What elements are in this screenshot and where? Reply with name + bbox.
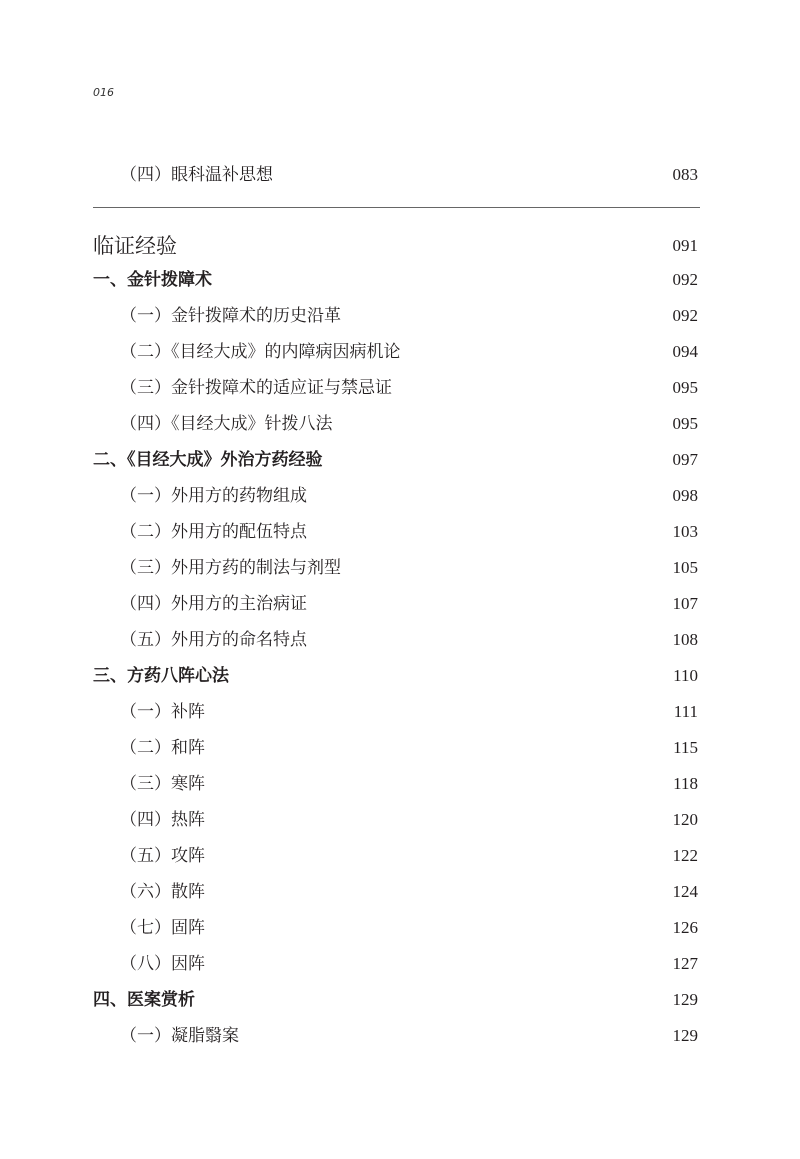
toc-entry[interactable]	[93, 482, 698, 510]
toc-entry[interactable]	[93, 1022, 698, 1050]
toc-section[interactable]	[93, 266, 698, 294]
toc-entry-page: 107	[672, 594, 698, 613]
toc-entry-page: 122	[672, 846, 698, 865]
toc-entry[interactable]	[93, 518, 698, 546]
toc-entry-page: 094	[672, 342, 698, 361]
toc-section-page: 097	[672, 450, 698, 469]
toc-section-page: 092	[672, 270, 698, 289]
toc-entry-label: （三）外用方药的制法与剂型	[120, 558, 341, 578]
toc-entry-label: （四）《目经大成》针拨八法	[120, 414, 333, 434]
toc-entry[interactable]	[93, 734, 698, 762]
toc-entry[interactable]	[93, 161, 698, 189]
toc-entry-label: （二）《目经大成》的内障病因病机论	[120, 342, 401, 362]
toc-entry-label: （六）散阵	[120, 882, 205, 902]
toc-entry-label: （一）金针拨障术的历史沿革	[120, 306, 341, 326]
toc-entry-page: 124	[672, 882, 698, 901]
toc-entry-page: 083	[672, 165, 698, 184]
toc-entry[interactable]	[93, 950, 698, 978]
toc-entry-label: （四）外用方的主治病证	[120, 594, 307, 614]
toc-entry-page: 103	[672, 522, 698, 541]
toc-section[interactable]	[93, 986, 698, 1014]
toc-entry[interactable]	[93, 806, 698, 834]
toc-section[interactable]	[93, 446, 698, 474]
toc-entry-label: （二）外用方的配伍特点	[120, 522, 307, 542]
chapter-title: 临证经验	[93, 234, 177, 258]
toc-entry-label: （一）补阵	[120, 702, 205, 722]
toc-section-label: 二、《目经大成》外治方药经验	[93, 450, 323, 470]
page-number: 016	[93, 86, 114, 99]
toc-entry[interactable]	[93, 878, 698, 906]
toc-entry-label: （一）外用方的药物组成	[120, 486, 307, 506]
toc-entry-page: 111	[673, 702, 698, 721]
toc-entry-label: （一）凝脂翳案	[120, 1026, 239, 1046]
toc-section-page: 110	[673, 666, 698, 685]
toc-entry-page: 120	[672, 810, 698, 829]
toc-entry-label: （五）攻阵	[120, 846, 205, 866]
toc-entry-page: 095	[672, 414, 698, 433]
toc-section-label: 三、方药八阵心法	[93, 666, 229, 686]
toc-entry-page: 105	[672, 558, 698, 577]
toc-entry-page: 115	[673, 738, 698, 757]
toc-entry-label: （四）眼科温补思想	[120, 165, 273, 185]
toc-section[interactable]	[93, 662, 698, 690]
toc-entry[interactable]	[93, 554, 698, 582]
toc-entry-label: （三）金针拨障术的适应证与禁忌证	[120, 378, 392, 398]
section-divider	[93, 207, 700, 208]
toc-entry[interactable]	[93, 698, 698, 726]
toc-entry[interactable]	[93, 914, 698, 942]
toc-entry[interactable]	[93, 842, 698, 870]
toc-entry-page: 126	[672, 918, 698, 937]
toc-entry-label: （二）和阵	[120, 738, 205, 758]
toc-entry[interactable]	[93, 590, 698, 618]
toc-entry-label: （三）寒阵	[120, 774, 205, 794]
toc-entry[interactable]	[93, 338, 698, 366]
toc-entry-page: 118	[673, 774, 698, 793]
toc-entry-page: 129	[672, 1026, 698, 1045]
toc-entry[interactable]	[93, 374, 698, 402]
toc-section-label: 一、金针拨障术	[93, 270, 212, 290]
toc-entry-page: 127	[672, 954, 698, 973]
toc-entry-label: （五）外用方的命名特点	[120, 630, 307, 650]
toc-entry-page: 108	[672, 630, 698, 649]
toc-entry-page: 092	[672, 306, 698, 325]
toc-entry-label: （四）热阵	[120, 810, 205, 830]
chapter-heading[interactable]	[93, 232, 698, 260]
toc-entry-label: （七）固阵	[120, 918, 205, 938]
toc-section-label: 四、医案赏析	[93, 990, 195, 1010]
toc-entry[interactable]	[93, 302, 698, 330]
toc-entry[interactable]	[93, 770, 698, 798]
toc-entry-page: 095	[672, 378, 698, 397]
toc-entry-label: （八）因阵	[120, 954, 205, 974]
toc-entry[interactable]	[93, 626, 698, 654]
toc-entry-page: 098	[672, 486, 698, 505]
chapter-page: 091	[672, 236, 698, 255]
toc-entry[interactable]	[93, 410, 698, 438]
toc-section-page: 129	[672, 990, 698, 1009]
